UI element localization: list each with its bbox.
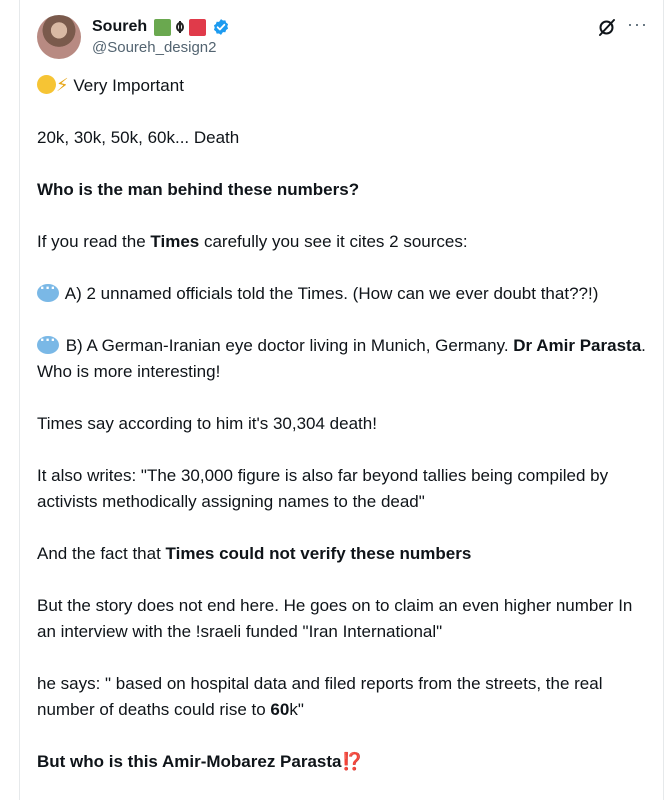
flag-emoji-emblem	[174, 20, 186, 34]
post-paragraph: If you read the Times carefully you see it cites 2 sources:	[37, 232, 468, 251]
post-paragraph: ⚡ Very Important	[37, 72, 647, 99]
speech-bubble-emoji-icon	[37, 336, 59, 354]
speech-bubble-emoji-icon	[37, 284, 59, 302]
flag-emoji-red	[189, 19, 206, 36]
post-paragraph: Who is the man behind these numbers?	[37, 180, 360, 199]
interrobang-emoji-icon: ⁉️	[341, 752, 363, 771]
post-paragraph: 20k, 30k, 50k, 60k... Death	[37, 128, 240, 147]
grok-icon[interactable]	[597, 17, 617, 37]
flag-emoji-green	[154, 19, 171, 36]
post-paragraph: It also writes: "The 30,000 figure is also far beyond tallies being compiled by activists methodically assigning names to the dead"	[37, 466, 609, 511]
post-paragraph: And the fact that Times could not verify these numbers	[37, 544, 472, 563]
author-avatar[interactable]	[37, 15, 81, 59]
post-text	[37, 72, 647, 775]
post-paragraph: Times say according to him it's 30,304 death!	[37, 414, 377, 433]
author-handle[interactable]: @Soureh_design2	[92, 39, 217, 56]
post-paragraph: ··· A) 2 unnamed officials told the Times. (How can we ever doubt that??!)	[37, 281, 647, 307]
author-name-row[interactable]	[92, 16, 230, 38]
post-paragraph: he says: " based on hospital data and filed reports from the streets, the real number of deaths could rise to 60k"	[37, 674, 603, 719]
post-paragraph: ··· B) A German-Iranian eye doctor living in Munich, Germany. Dr Amir Parasta. Who is more interesting!	[37, 333, 647, 385]
verified-badge-icon[interactable]	[212, 18, 230, 36]
author-name[interactable]: Soureh	[92, 18, 148, 35]
post-paragraph: But who is this Amir-Mobarez Parasta⁉️	[37, 752, 363, 771]
lightning-emoji-icon: ⚡	[56, 75, 69, 95]
yellow-circle-emoji-icon	[37, 75, 56, 94]
post-paragraph: But the story does not end here. He goes on to claim an even higher number In an interview with the !sraeli funded "Iran International"	[37, 596, 633, 641]
more-options-icon[interactable]: ···	[627, 14, 648, 34]
